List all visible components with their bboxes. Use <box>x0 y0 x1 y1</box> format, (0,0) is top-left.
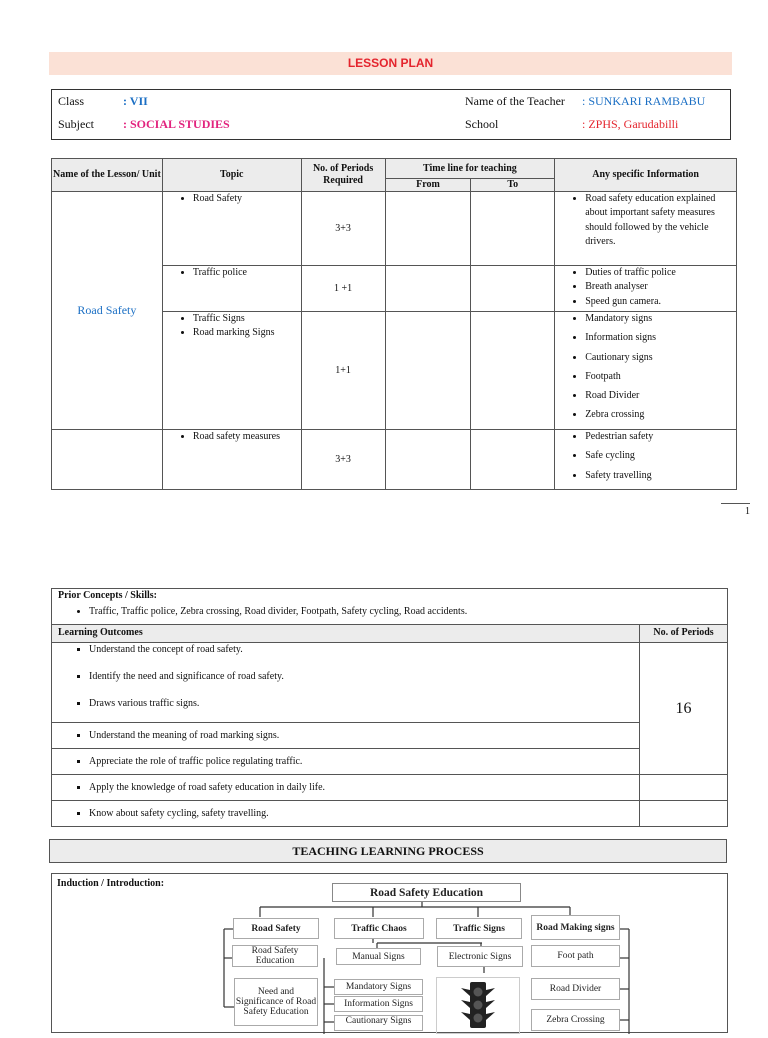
outcome-item: ▪ Appreciate the role of traffic police regulating traffic. <box>89 755 639 768</box>
topic-cell <box>162 312 301 430</box>
info-item: • Zebra crossing <box>585 408 736 422</box>
lesson-plan-table <box>51 158 737 490</box>
learning-outcomes-heading: Learning Outcomes <box>52 625 640 643</box>
info-item: • Speed gun camera. <box>585 295 736 309</box>
info-cell <box>555 312 737 430</box>
periods-total: 16 <box>640 643 728 775</box>
traffic-light-icon <box>436 977 520 1034</box>
teacher-value: : SUNKARI RAMBABU <box>582 94 706 108</box>
outcome-row <box>52 723 640 749</box>
topic-item: • Road Safety <box>193 192 301 206</box>
periods-empty-cell <box>640 801 728 827</box>
to-cell <box>471 312 555 430</box>
induction-label: Induction / Introduction: <box>57 878 165 889</box>
to-cell <box>471 192 555 266</box>
school-label: School <box>465 117 499 131</box>
info-item: • Information signs <box>585 331 736 345</box>
class-value: : VII <box>123 94 148 108</box>
learning-outcomes-table <box>51 588 728 827</box>
branch-traffic-chaos: Traffic Chaos <box>334 918 424 939</box>
prior-concepts-heading: Prior Concepts / Skills: <box>58 590 157 601</box>
outcome-row <box>52 801 640 827</box>
branch-road-marking-signs: Road Making signs <box>531 915 620 940</box>
topic-item: • Traffic Signs <box>193 312 301 326</box>
periods-empty-cell <box>640 775 728 801</box>
lesson-plan-banner <box>49 52 732 75</box>
from-cell <box>385 192 471 266</box>
topic-cell <box>162 192 301 266</box>
teacher-label: Name of the Teacher <box>465 94 565 108</box>
topic-item: • Traffic police <box>193 266 301 280</box>
manual-signs-box: Manual Signs <box>336 948 421 965</box>
outcome-item: ▪ Apply the knowledge of road safety education in daily life. <box>89 781 639 794</box>
prior-concepts-cell <box>52 589 728 625</box>
prior-concepts-item: • Traffic, Traffic police, Zebra crossing, Road divider, Footpath, Safety cycling, Road accidents. <box>89 605 727 618</box>
outcome-item: ▪ Know about safety cycling, safety travelling. <box>89 807 639 820</box>
topic-item: • Road marking Signs <box>193 326 301 340</box>
info-cell <box>555 430 737 490</box>
information-signs-box: Information Signs <box>334 996 423 1012</box>
cautionary-signs-box: Cautionary Signs <box>334 1015 423 1031</box>
topic-cell <box>162 430 301 490</box>
from-cell <box>385 312 471 430</box>
header-lesson: Name of the Lesson/ Unit <box>52 159 163 192</box>
info-item: • Duties of traffic police <box>585 266 736 280</box>
page-number: 1 <box>721 503 750 517</box>
header-to: To <box>471 179 555 192</box>
lesson-name: Road Safety <box>77 303 137 317</box>
from-cell <box>385 266 471 312</box>
branch-traffic-signs: Traffic Signs <box>436 918 522 939</box>
topic-item: • Road safety measures <box>193 430 301 444</box>
road-safety-education-box: Road Safety Education <box>232 945 318 967</box>
mandatory-signs-box: Mandatory Signs <box>334 979 423 995</box>
header-from: From <box>385 179 471 192</box>
topic-cell <box>162 266 301 312</box>
page-title: LESSON PLAN <box>347 56 434 70</box>
periods-cell: 3+3 <box>301 430 385 490</box>
info-cell <box>555 266 737 312</box>
info-item: • Safety travelling <box>585 469 736 483</box>
class-label: Class <box>58 94 85 108</box>
outcome-row <box>52 749 640 775</box>
lesson-info-box <box>51 89 731 140</box>
info-item: • Breath analyser <box>585 280 736 294</box>
info-item: • Footpath <box>585 370 736 384</box>
periods-cell: 1 +1 <box>301 266 385 312</box>
outcome-item: ▪ Understand the concept of road safety. <box>89 643 639 656</box>
header-topic: Topic <box>162 159 301 192</box>
to-cell <box>471 430 555 490</box>
periods-cell: 3+3 <box>301 192 385 266</box>
info-item: • Cautionary signs <box>585 351 736 365</box>
lesson-name-cell <box>52 430 163 490</box>
outcome-item: ▪ Understand the meaning of road marking signs. <box>89 729 639 742</box>
info-cell <box>555 192 737 266</box>
header-info: Any specific Information <box>555 159 737 192</box>
electronic-signs-box: Electronic Signs <box>437 946 523 967</box>
header-timeline: Time line for teaching <box>385 159 555 179</box>
subject-label: Subject <box>58 117 94 131</box>
school-value: : ZPHS, Garudabilli <box>582 117 679 131</box>
info-item: • Road Divider <box>585 389 736 403</box>
subject-value: : SOCIAL STUDIES <box>123 117 230 131</box>
outcome-row <box>52 775 640 801</box>
to-cell <box>471 266 555 312</box>
teaching-process-heading: TEACHING LEARNING PROCESS <box>49 839 727 863</box>
need-significance-box: Need and Significance of Road Safety Education <box>234 978 318 1026</box>
header-periods: No. of Periods Required <box>301 159 385 192</box>
diagram-title: Road Safety Education <box>332 883 521 902</box>
foot-path-box: Foot path <box>531 945 620 967</box>
info-item: • Mandatory signs <box>585 312 736 326</box>
from-cell <box>385 430 471 490</box>
road-divider-box: Road Divider <box>531 978 620 1000</box>
periods-cell: 1+1 <box>301 312 385 430</box>
info-item: • Pedestrian safety <box>585 430 736 444</box>
info-item: • Safe cycling <box>585 449 736 463</box>
branch-road-safety: Road Safety <box>233 918 319 939</box>
lesson-name-cell <box>52 192 163 430</box>
outcome-group <box>52 643 640 723</box>
outcome-item: ▪ Draws various traffic signs. <box>89 697 639 710</box>
zebra-crossing-box: Zebra Crossing <box>531 1009 620 1031</box>
periods-heading: No. of Periods <box>640 625 728 643</box>
info-item: • Road safety education explained about important safety measures should followed by the vehicle drivers. <box>585 192 736 249</box>
outcome-item: ▪ Identify the need and significance of road safety. <box>89 670 639 683</box>
induction-box <box>51 873 728 1033</box>
